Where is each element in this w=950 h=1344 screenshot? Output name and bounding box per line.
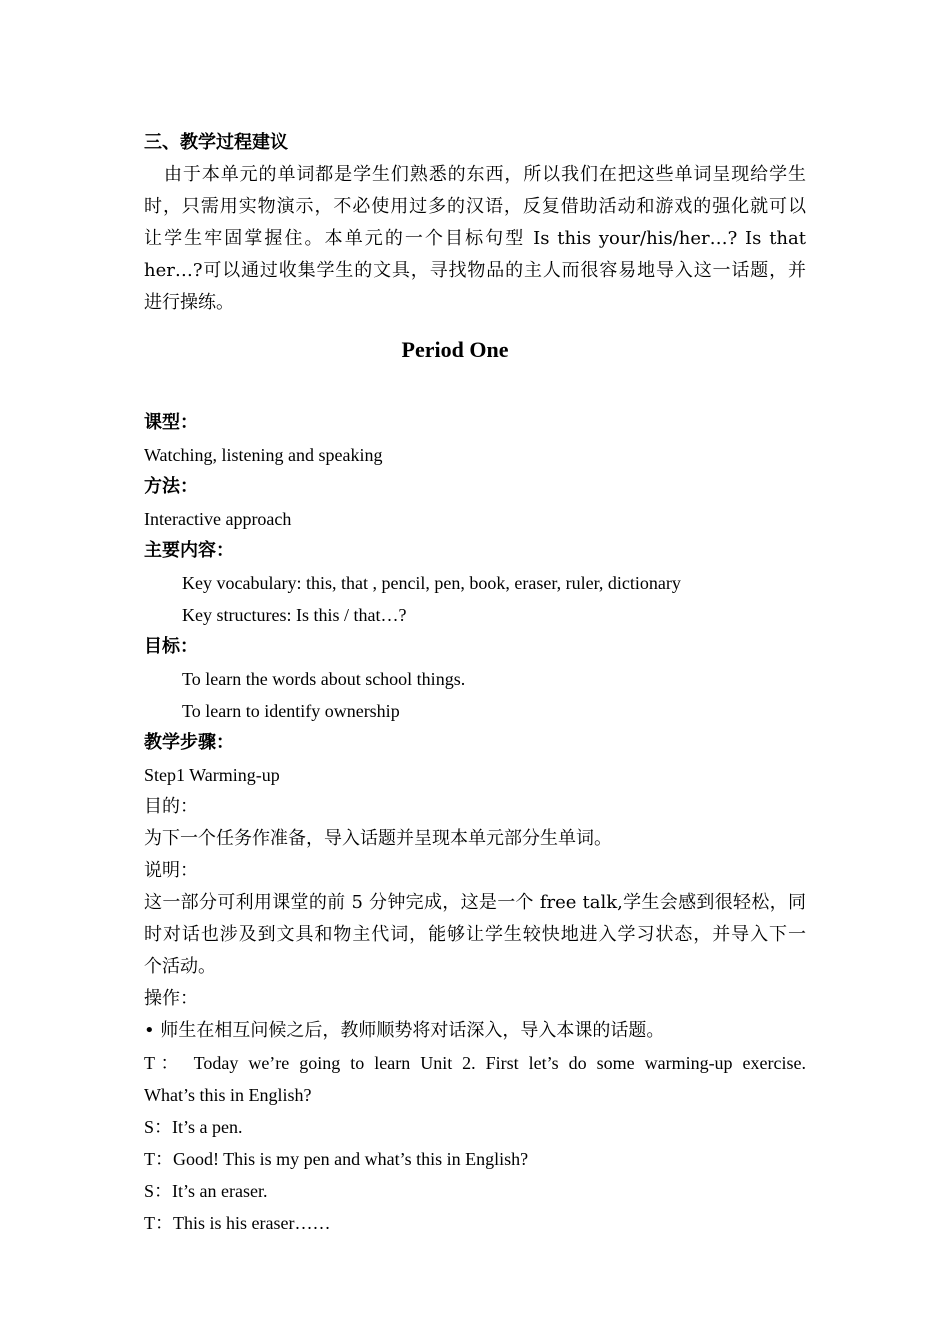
document-page <box>144 127 806 1239</box>
para-line-5: 进行操练。 <box>144 292 234 313</box>
lesson-type-value: Watching, listening and speaking <box>144 445 383 465</box>
note-label: 说明： <box>144 860 198 881</box>
dialog-line-4: T：Good! This is my pen and what’s this in English? <box>144 1149 529 1169</box>
section-heading: 三、教学过程建议 <box>144 132 288 153</box>
spacer <box>144 381 806 407</box>
purpose-text: 为下一个任务作准备，导入话题并呈现本单元部分生单词。 <box>144 828 612 849</box>
operation-label: 操作： <box>144 988 198 1009</box>
goal-label: 目标： <box>144 636 198 657</box>
steps-label: 教学步骤： <box>144 732 234 753</box>
method-value: Interactive approach <box>144 509 292 529</box>
para-line-4: her…?可以通过收集学生的文具，寻找物品的主人而很容易地导入这一话题，并 <box>144 260 806 281</box>
dialog-line-6: T：This is his eraser…… <box>144 1213 331 1233</box>
para-line-3: 让学生牢固掌握住。本单元的一个目标句型 Is this your/his/her…? Is that <box>144 228 806 249</box>
key-structures: Key structures: Is this / that…? <box>182 605 407 625</box>
content-label: 主要内容： <box>144 540 234 561</box>
note-line-3: 个活动。 <box>144 956 216 977</box>
para-line-2: 时，只需用实物演示，不必使用过多的汉语，反复借助活动和游戏的强化就可以 <box>144 196 806 217</box>
dialog-line-5: S：It’s an eraser. <box>144 1181 268 1201</box>
lesson-type-label: 课型： <box>144 412 198 433</box>
purpose-label: 目的： <box>144 796 198 817</box>
goal-2: To learn to identify ownership <box>182 701 400 721</box>
goal-1: To learn the words about school things. <box>182 669 466 689</box>
key-vocabulary: Key vocabulary: this, that , pencil, pen, book, eraser, ruler, dictionary <box>182 573 681 593</box>
method-label: 方法： <box>144 476 198 497</box>
period-title: Period One <box>401 337 509 362</box>
note-line-2: 时对话也涉及到文具和物主代词，能够让学生较快地进入学习状态，并导入下一 <box>144 924 806 945</box>
para-line-1: 由于本单元的单词都是学生们熟悉的东西，所以我们在把这些单词呈现给学生 <box>164 164 806 185</box>
dialog-line-3: S：It’s a pen. <box>144 1117 243 1137</box>
dialog-line-2: What’s this in English? <box>144 1085 312 1105</box>
dialog-line-1: T： Today we’re going to learn Unit 2. First let’s do some warming-up exercise. <box>144 1053 806 1073</box>
operation-bullet: • 师生在相互问候之后，教师顺势将对话深入，导入本课的话题。 <box>144 1020 665 1041</box>
step1-title: Step1 Warming-up <box>144 765 280 785</box>
note-line-1: 这一部分可利用课堂的前 5 分钟完成，这是一个 free talk,学生会感到很轻松，同 <box>144 892 806 913</box>
